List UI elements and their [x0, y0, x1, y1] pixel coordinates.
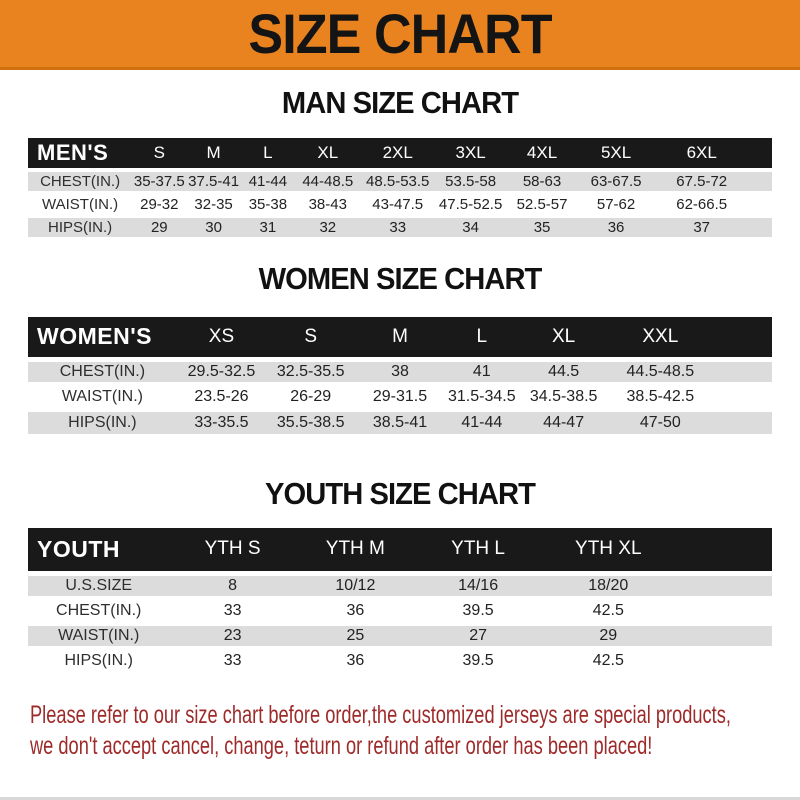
- value-cell: 42.5: [541, 598, 675, 623]
- col-header: YTH S: [204, 538, 261, 560]
- value-cell: 32: [295, 216, 360, 237]
- row-label: U.S.SIZE: [28, 573, 169, 598]
- table-corner-label: YOUTH: [37, 535, 120, 562]
- spacer-cell: [712, 359, 772, 384]
- table-row: [28, 573, 772, 598]
- value-cell: 58-63: [506, 170, 577, 193]
- spacer-cell: [675, 648, 772, 672]
- row-label: HIPS(IN.): [28, 216, 132, 237]
- spacer-cell: [675, 623, 772, 648]
- value-cell: 25: [296, 623, 415, 648]
- table-row: [28, 193, 772, 216]
- table-header-row: [28, 528, 772, 573]
- women-section: [0, 261, 800, 434]
- value-cell: 43-47.5: [361, 193, 435, 216]
- value-cell: 44.5-48.5: [608, 359, 712, 384]
- banner: [0, 0, 800, 70]
- col-header: 5XL: [600, 143, 632, 162]
- table-corner-label: MEN'S: [37, 140, 109, 165]
- row-label: HIPS(IN.): [28, 648, 169, 672]
- value-cell: 30: [186, 216, 240, 237]
- table-row: [28, 170, 772, 193]
- table-row: [28, 648, 772, 672]
- value-cell: 53.5-58: [435, 170, 506, 193]
- row-label: WAIST(IN.): [28, 193, 132, 216]
- value-cell: 62-66.5: [654, 193, 772, 216]
- value-cell: 36: [578, 216, 655, 237]
- value-cell: 23: [169, 623, 295, 648]
- value-cell: 44-48.5: [295, 170, 360, 193]
- col-header: 2XL: [382, 143, 413, 162]
- value-cell: 29-31.5: [355, 384, 444, 409]
- value-cell: 38.5-41: [355, 409, 444, 434]
- value-cell: 27: [415, 623, 541, 648]
- value-cell: 35-37.5: [132, 170, 186, 193]
- row-label: CHEST(IN.): [28, 170, 132, 193]
- disclaimer: [0, 700, 800, 762]
- value-cell: 35: [506, 216, 577, 237]
- value-cell: 41: [445, 359, 519, 384]
- youth-size-table: [28, 528, 772, 672]
- table-corner-label: WOMEN'S: [37, 323, 153, 350]
- value-cell: 63-67.5: [578, 170, 655, 193]
- col-header: S: [153, 143, 165, 162]
- col-header: S: [304, 325, 318, 347]
- youth-section: [0, 476, 800, 672]
- value-cell: 34.5-38.5: [519, 384, 608, 409]
- value-cell: 35-38: [241, 193, 295, 216]
- col-header: XXL: [642, 325, 679, 347]
- value-cell: 8: [169, 573, 295, 598]
- spacer-cell: [712, 409, 772, 434]
- women-heading: WOMEN SIZE CHART: [258, 261, 542, 296]
- value-cell: 52.5-57: [506, 193, 577, 216]
- value-cell: 33: [169, 598, 295, 623]
- value-cell: 31.5-34.5: [445, 384, 519, 409]
- value-cell: 26-29: [266, 384, 355, 409]
- table-header-row: [28, 317, 772, 359]
- value-cell: 34: [435, 216, 506, 237]
- value-cell: 36: [296, 648, 415, 672]
- value-cell: 37.5-41: [186, 170, 240, 193]
- table-row: [28, 623, 772, 648]
- value-cell: 29-32: [132, 193, 186, 216]
- value-cell: 67.5-72: [654, 170, 772, 193]
- value-cell: 32.5-35.5: [266, 359, 355, 384]
- men-size-table: [28, 138, 772, 237]
- value-cell: 10/12: [296, 573, 415, 598]
- value-cell: 29: [541, 623, 675, 648]
- value-cell: 29.5-32.5: [177, 359, 266, 384]
- spacer-cell: [712, 384, 772, 409]
- col-header: XS: [208, 325, 235, 347]
- col-header: YTH M: [325, 538, 385, 560]
- value-cell: 41-44: [445, 409, 519, 434]
- value-cell: 57-62: [578, 193, 655, 216]
- value-cell: 41-44: [241, 170, 295, 193]
- col-header: M: [392, 325, 408, 347]
- col-header: L: [263, 143, 273, 162]
- row-label: CHEST(IN.): [28, 598, 169, 623]
- col-header: M: [206, 143, 221, 162]
- spacer-cell: [675, 573, 772, 598]
- spacer-cell: [712, 317, 772, 359]
- value-cell: 42.5: [541, 648, 675, 672]
- men-section: [0, 85, 800, 237]
- spacer-cell: [675, 528, 772, 573]
- value-cell: 37: [654, 216, 772, 237]
- value-cell: 38-43: [295, 193, 360, 216]
- col-header: XL: [552, 325, 576, 347]
- value-cell: 33: [169, 648, 295, 672]
- value-cell: 44.5: [519, 359, 608, 384]
- table-row: [28, 409, 772, 434]
- page-title: SIZE CHART: [248, 2, 552, 65]
- value-cell: 18/20: [541, 573, 675, 598]
- value-cell: 33-35.5: [177, 409, 266, 434]
- value-cell: 33: [361, 216, 435, 237]
- table-header-row: [28, 138, 772, 170]
- disclaimer-line-1: Please refer to our size chart before order,the customized jerseys are special products,: [30, 701, 731, 729]
- spacer-cell: [675, 598, 772, 623]
- table-row: [28, 598, 772, 623]
- row-label: WAIST(IN.): [28, 623, 169, 648]
- value-cell: 35.5-38.5: [266, 409, 355, 434]
- col-header: L: [476, 325, 488, 347]
- disclaimer-line-2: we don't accept cancel, change, teturn or refund after order has been placed!: [30, 732, 653, 760]
- table-row: [28, 359, 772, 384]
- col-header: XL: [317, 143, 339, 162]
- value-cell: 36: [296, 598, 415, 623]
- table-row: [28, 384, 772, 409]
- value-cell: 31: [241, 216, 295, 237]
- value-cell: 38.5-42.5: [608, 384, 712, 409]
- value-cell: 32-35: [186, 193, 240, 216]
- value-cell: 29: [132, 216, 186, 237]
- table-row: [28, 216, 772, 237]
- col-header: 4XL: [526, 143, 558, 162]
- col-header: 6XL: [686, 143, 717, 162]
- value-cell: 48.5-53.5: [361, 170, 435, 193]
- row-label: HIPS(IN.): [28, 409, 177, 434]
- youth-heading: YOUTH SIZE CHART: [265, 476, 535, 511]
- men-heading: MAN SIZE CHART: [281, 85, 519, 120]
- col-header: 3XL: [455, 143, 486, 162]
- value-cell: 14/16: [415, 573, 541, 598]
- col-header: YTH L: [451, 538, 506, 560]
- value-cell: 38: [355, 359, 444, 384]
- value-cell: 47-50: [608, 409, 712, 434]
- row-label: CHEST(IN.): [28, 359, 177, 384]
- value-cell: 39.5: [415, 648, 541, 672]
- value-cell: 23.5-26: [177, 384, 266, 409]
- row-label: WAIST(IN.): [28, 384, 177, 409]
- value-cell: 47.5-52.5: [435, 193, 506, 216]
- value-cell: 39.5: [415, 598, 541, 623]
- women-size-table: [28, 317, 772, 434]
- value-cell: 44-47: [519, 409, 608, 434]
- col-header: YTH XL: [575, 538, 642, 560]
